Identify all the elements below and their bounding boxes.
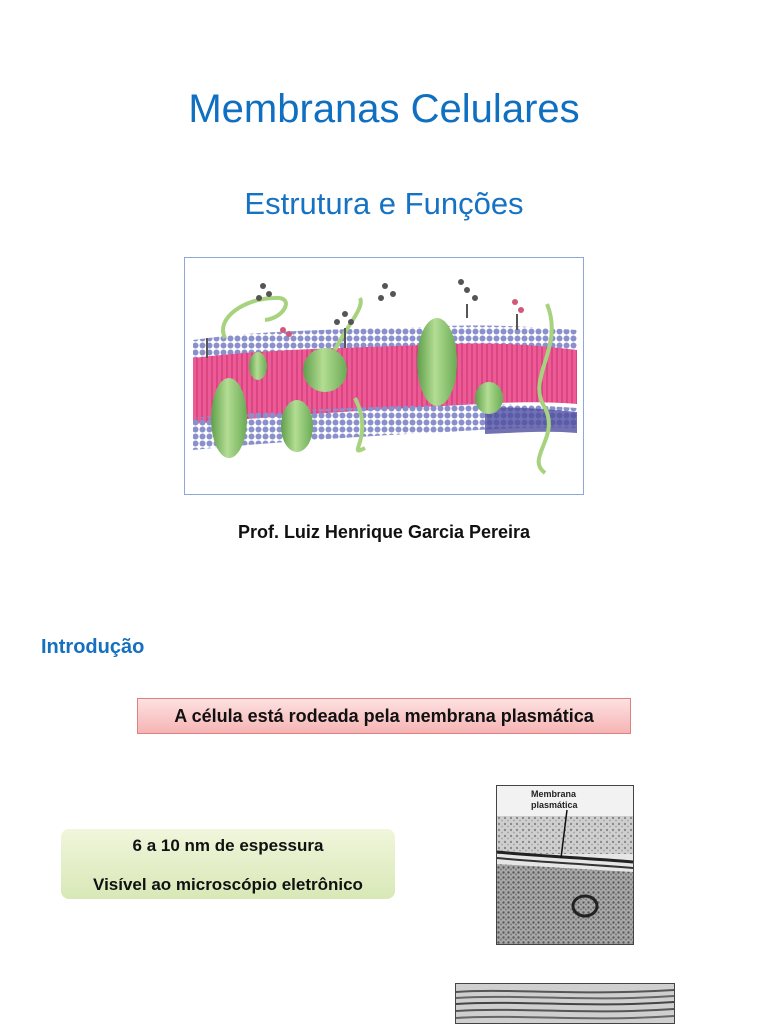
section-heading: Introdução — [41, 636, 145, 658]
fact-thickness: 6 a 10 nm de espessura — [132, 836, 324, 855]
electron-micrograph-image-2 — [455, 983, 675, 1024]
micrograph-label — [531, 789, 578, 811]
micrograph-label-line1: Membrana — [531, 789, 577, 799]
page-title: Membranas Celulares — [188, 87, 580, 131]
facts-box — [61, 829, 395, 899]
membrane-diagram-image — [184, 257, 584, 495]
fact-visibility: Visível ao microscópio eletrônico — [93, 875, 363, 894]
author-name: Prof. Luiz Henrique Garcia Pereira — [237, 522, 531, 542]
callout-box — [137, 698, 631, 734]
micrograph-2-svg — [456, 984, 674, 1023]
membrane-diagram-svg — [185, 258, 583, 494]
electron-micrograph-image — [496, 785, 634, 945]
micrograph-label-line2: plasmática — [531, 800, 578, 810]
callout-text: A célula está rodeada pela membrana plasmática — [174, 705, 594, 726]
page-subtitle: Estrutura e Funções — [244, 186, 524, 221]
